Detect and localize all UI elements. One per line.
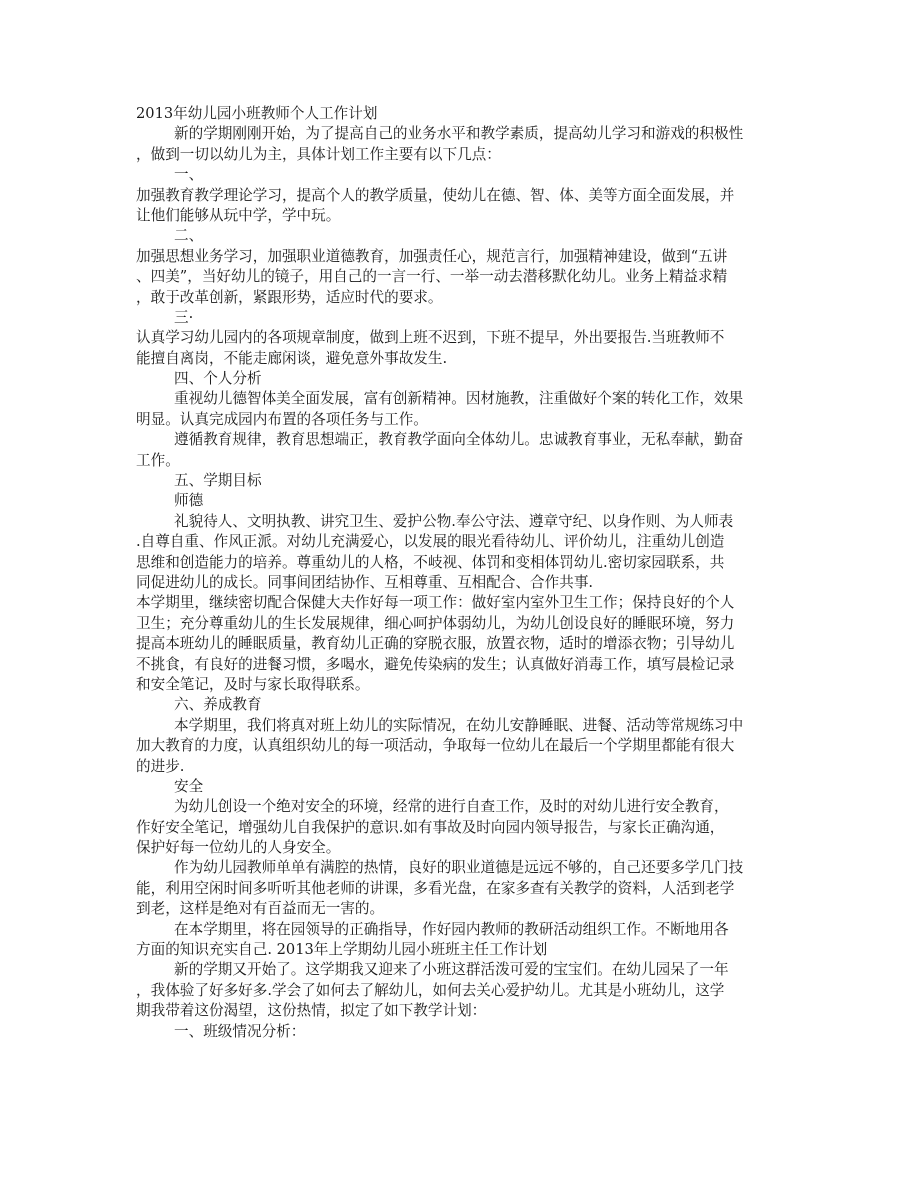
text-line: .自尊自重、作风正派。对幼儿充满爱心，以发展的眼光看待幼儿、评价幼儿，注重幼儿创造 [136, 533, 725, 551]
text-line: 加大教育的力度，认真组织幼儿的每一项活动，争取每一位幼儿在最后一个学期里都能有很大 [136, 737, 735, 755]
text-line: 同促进幼儿的成长。同事间团结协作、互相尊重、互相配合、合作共事. [136, 573, 594, 591]
text-line: 能擅自离岗，不能走廊闲谈，避免意外事故发生. [136, 349, 448, 367]
text-line: 为幼儿创设一个绝对安全的环境，经常的进行自查工作，及时的对幼儿进行安全教育， [174, 798, 729, 816]
text-line: 卫生；充分尊重幼儿的生长发展规律，细心呵护体弱幼儿，为幼儿创设良好的睡眠环境，努力 [136, 614, 735, 632]
text-line: ，做到一切以幼儿为主，具体计划工作主要有以下几点： [136, 145, 501, 163]
text-line: 期我带着这份渴望，这份热情，拟定了如下教学计划： [136, 1002, 487, 1020]
text-line: 提高本班幼儿的睡眠质量，教育幼儿正确的穿脱衣服，放置衣物，适时的增添衣物；引导幼儿 [136, 635, 735, 653]
text-line: 、四美”，当好幼儿的镜子，用自己的一言一行、一举一动去潜移默化幼儿。业务上精益求精 [136, 268, 728, 286]
text-line: 重视幼儿德智体美全面发展，富有创新精神。因材施教，注重做好个案的转化工作，效果 [174, 390, 744, 408]
text-line: 认真学习幼儿园内的各项规章制度，做到上班不迟到，下班不提早，外出要报告.当班教师不 [136, 329, 725, 347]
text-line: 安全 [174, 777, 204, 795]
text-line: 到老，这样是绝对有百益而无一害的。 [136, 900, 385, 918]
text-line: 一、班级情况分析： [174, 1022, 306, 1040]
text-line: 方面的知识充实自己. 2013年上学期幼儿园小班班主任工作计划 [136, 941, 548, 959]
document-page [136, 104, 786, 1042]
text-line: 四、个人分析 [174, 370, 262, 388]
text-line: 的进步. [136, 757, 185, 775]
text-line: 新的学期又开始了。这学期我又迎来了小班这群活泼可爱的宝宝们。在幼儿园呆了一年 [174, 961, 729, 979]
text-line: 能，利用空闲时间多听听其他老师的讲课，多看光盘，在家多查有关教学的资料，人活到老学 [136, 879, 735, 897]
text-line: 加强教育教学理论学习，提高个人的教学质量，使幼儿在德、智、体、美等方面全面发展，并 [136, 186, 735, 204]
text-line: 三· [174, 308, 194, 326]
document-title: 2013年幼儿园小班教师个人工作计划 [136, 105, 378, 122]
text-line: 和安全笔记，及时与家长取得联系。 [136, 675, 370, 693]
text-line: 作为幼儿园教师单单有满腔的热情，良好的职业道德是远远不够的，自己还要多学几门技 [174, 859, 744, 877]
text-line: 让他们能够从玩中学，学中玩。 [136, 206, 341, 224]
text-line: 新的学期刚刚开始，为了提高自己的业务水平和教学素质，提高幼儿学习和游戏的积极性 [174, 125, 744, 143]
text-line: 二、 [174, 227, 204, 245]
text-line: ，敢于改革创新，紧跟形势，适应时代的要求。 [136, 288, 443, 306]
text-line: 五、学期目标 [174, 472, 262, 490]
text-line: 本学期里，我们将真对班上幼儿的实际情况，在幼儿安静睡眠、进餐、活动等常规练习中 [174, 716, 744, 734]
text-line: 加强思想业务学习，加强职业道德教育，加强责任心，规范言行，加强精神建设，做到“五讲 [136, 247, 728, 265]
text-line: 遵循教育规律，教育思想端正，教育教学面向全体幼儿。忠诚教育事业，无私奉献，勤奋 [174, 431, 744, 449]
text-line: 礼貌待人、文明执教、讲究卫生、爱护公物.奉公守法、遵章守纪、以身作则、为人师表 [174, 512, 734, 530]
text-line: 思维和创造能力的培养。尊重幼儿的人格，不岐视、体罚和变相体罚幼儿.密切家园联系，共 [136, 553, 725, 571]
text-line: 一、 [174, 166, 204, 184]
text-line: 本学期里，继续密切配合保健大夫作好每一项工作：做好室内室外卫生工作；保持良好的个人 [136, 594, 735, 612]
text-line: 六、养成教育 [174, 696, 262, 714]
text-line: 保护好每一位幼儿的人身安全。 [136, 839, 341, 857]
text-line: 在本学期里，将在园领导的正确指导，作好园内教师的教研活动组织工作。不断地用各 [174, 920, 729, 938]
text-line: 明显。认真完成园内布置的各项任务与工作。 [136, 410, 428, 428]
text-line: 作好安全笔记，增强幼儿自我保护的意识.如有事故及时向园内领导报告，与家长正确沟通， [136, 818, 725, 836]
text-line: 不挑食，有良好的进餐习惯，多喝水，避免传染病的发生；认真做好消毒工作，填写晨检记录 [136, 655, 735, 673]
text-line: 工作。 [136, 451, 180, 469]
text-line: ，我体验了好多好多.学会了如何去了解幼儿，如何去关心爱护幼儿。尤其是小班幼儿，这学 [136, 981, 725, 999]
text-line: 师德 [174, 492, 204, 510]
